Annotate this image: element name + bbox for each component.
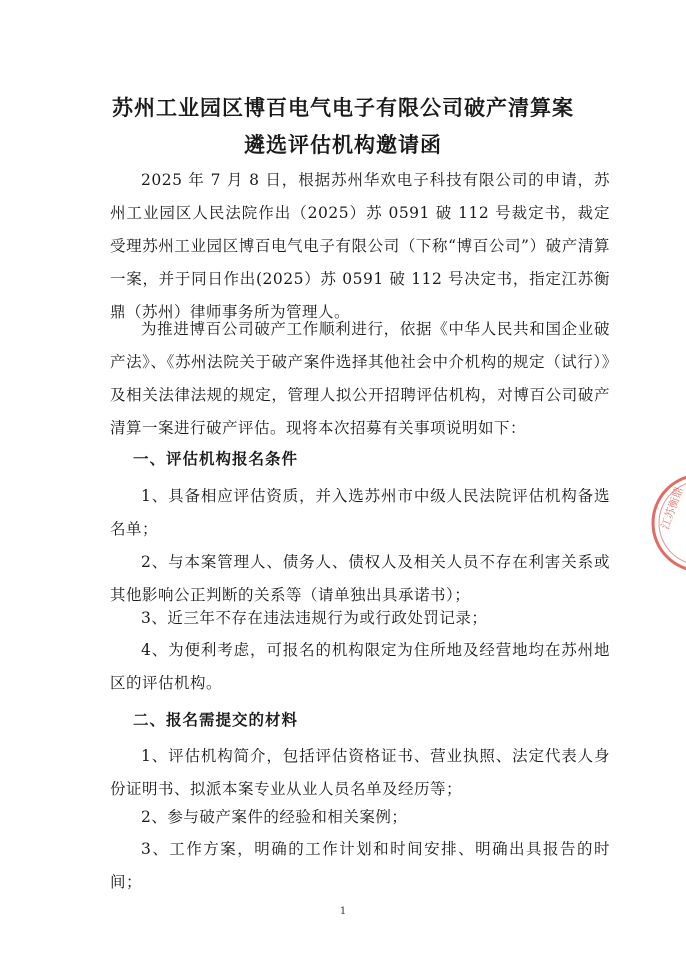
intro-paragraph: 2025 年 7 月 8 日，根据苏州华欢电子科技有限公司的申请，苏州工业园区人民法院作出（2025）苏 0591 破 112 号裁定书，裁定受理苏州工业园区博百电气电子有限公司（下称“博百公司”）破产清算一案，并于同日作出(2025）苏 0591 破 112 号决定书，指定江苏衡鼎（苏州）律师事务所为管理人。 — [110, 171, 610, 321]
official-seal-stamp — [646, 468, 686, 578]
section2-item: 2、参与破产案件的经验和相关案例； — [141, 808, 408, 826]
document-title-line2: 遴选评估机构邀请函 — [244, 133, 442, 157]
seal-graphic — [646, 468, 686, 578]
purpose-paragraph: 为推进博百公司破产工作顺利进行，依据《中华人民共和国企业破产法》、《苏州法院关于破产案件选择其他社会中介机构的规定（试行）》及相关法律法规的规定，管理人拟公开招聘评估机构，对博百公司破产清算一案进行破产评估。现将本次招募有关事项说明如下： — [110, 320, 610, 437]
section1-heading: 一、评估机构报名条件 — [133, 450, 299, 468]
section1-item: 4、为便利考虑，可报名的机构限定为住所地及经营地均在苏州地区的评估机构。 — [110, 641, 610, 692]
section1-item: 2、与本案管理人、债务人、债权人及相关人员不存在利害关系或其他影响公正判断的关系等（请单独出具承诺书）； — [110, 553, 610, 604]
section1-item: 3、近三年不存在违法违规行为或行政处罚记录； — [141, 609, 488, 627]
section2-heading: 二、报名需提交的材料 — [133, 711, 299, 729]
section1-item: 1、具备相应评估资质，并入选苏州市中级人民法院评估机构备选名单； — [110, 487, 610, 538]
svg-text:江苏衡鼎: 江苏衡鼎 — [658, 485, 686, 532]
section2-item: 1、评估机构简介，包括评估资格证书、营业执照、法定代表人身份证明书、拟派本案专业从业人员名单及经历等； — [110, 747, 610, 798]
document-title-line1: 苏州工业园区博百电气电子有限公司破产清算案 — [112, 96, 574, 120]
page-number: 1 — [339, 906, 347, 917]
section2-item: 3、工作方案，明确的工作计划和时间安排、明确出具报告的时间； — [110, 840, 610, 891]
